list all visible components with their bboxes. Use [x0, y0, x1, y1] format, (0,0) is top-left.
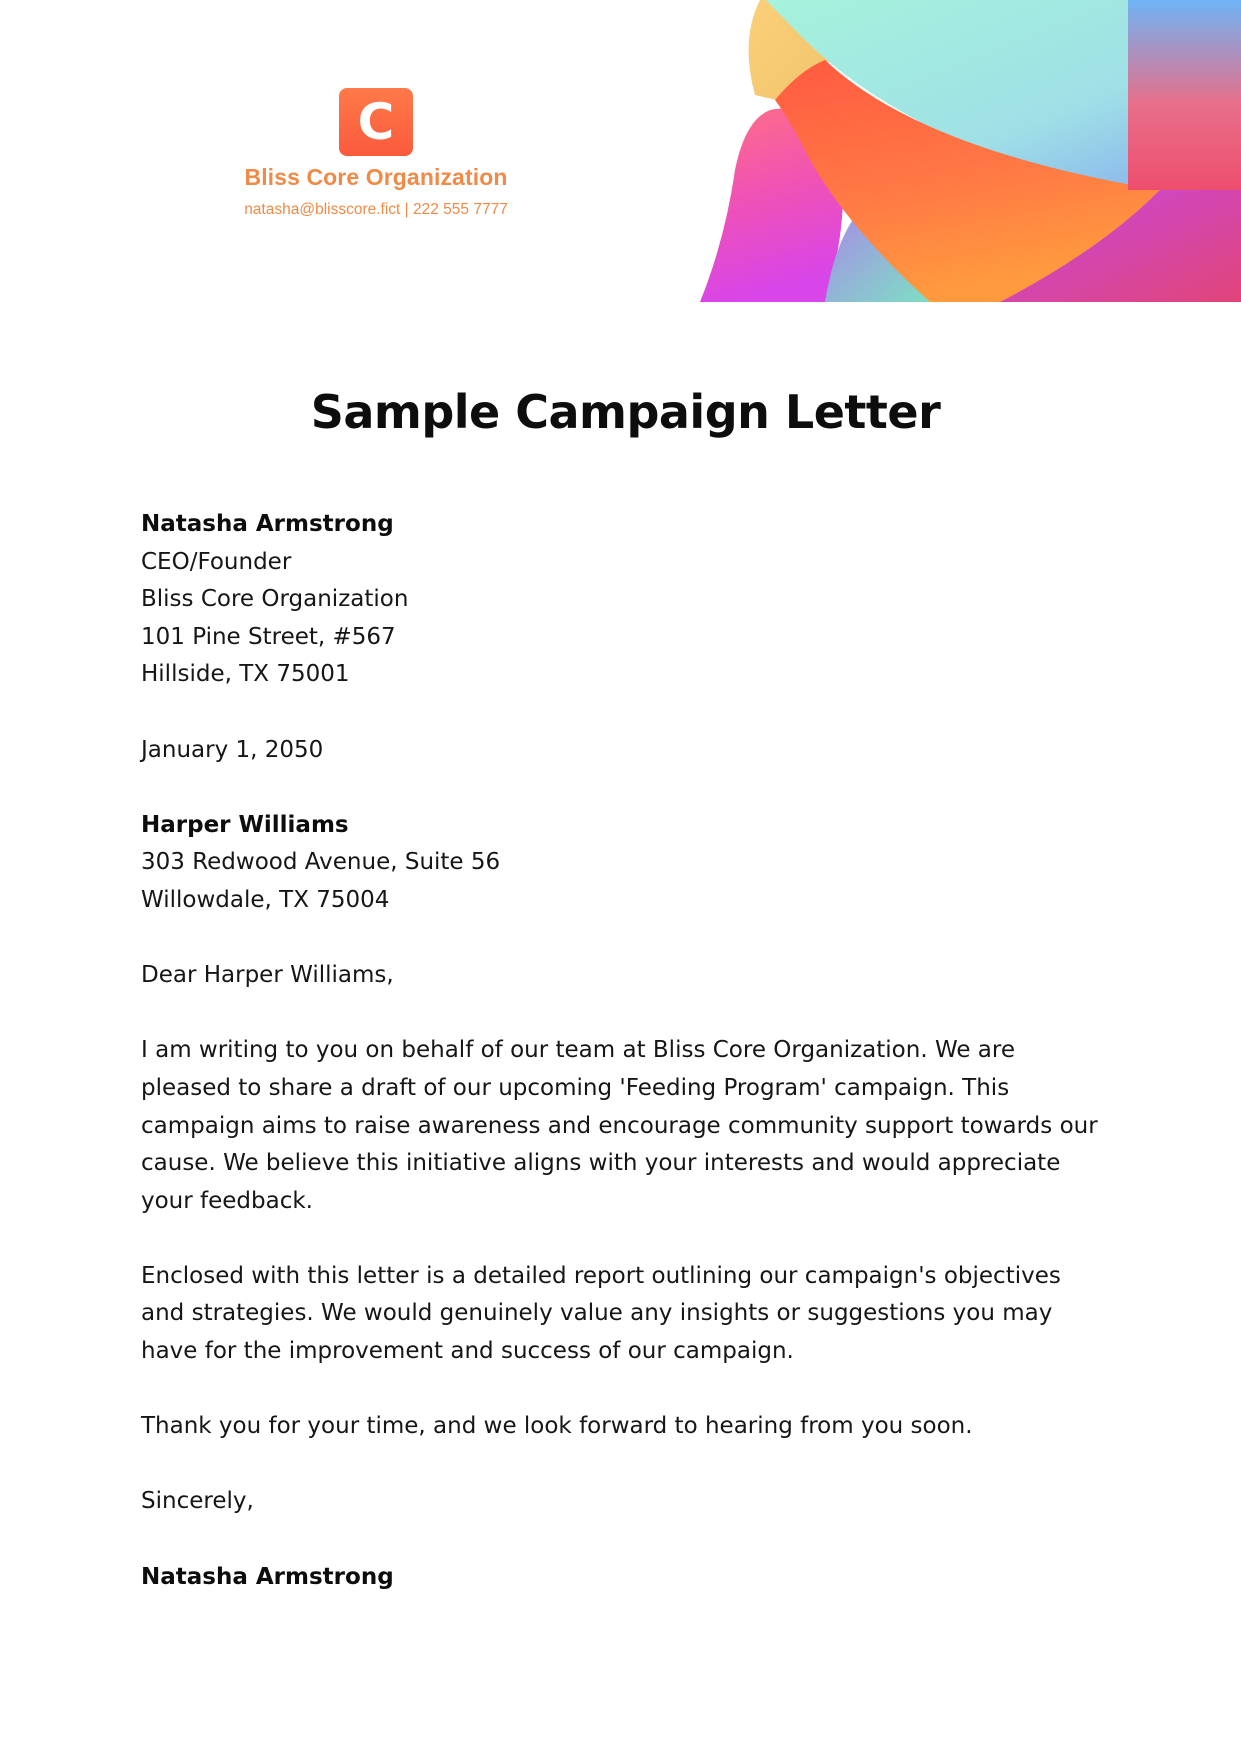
- body-paragraph-1: I am writing to you on behalf of our team at Bliss Core Organization. We are pleased to share a draft of our upcoming 'Feeding Program' campaign. This campaign aims to raise awareness and encourage community support towards our cause. We believe this initiative aligns with your interests and would appreciate your feedback.: [141, 1037, 1098, 1214]
- organization-contact: natasha@blisscore.fict | 222 555 7777: [244, 201, 508, 218]
- spacer: [141, 1220, 1101, 1258]
- sender-position: CEO/Founder: [141, 548, 292, 575]
- organization-name: Bliss Core Organization: [244, 164, 508, 190]
- document-title: Sample Campaign Letter: [310, 385, 941, 439]
- sender-name: Natasha Armstrong: [141, 511, 394, 537]
- spacer: [141, 694, 1101, 732]
- organization-header: [226, 88, 526, 219]
- recipient-name: Harper Williams: [141, 811, 349, 838]
- closing: Sincerely,: [141, 1488, 254, 1515]
- body-paragraph-3: Thank you for your time, and we look forward to hearing from you soon.: [141, 1413, 973, 1440]
- salutation: Dear Harper Williams,: [141, 962, 394, 989]
- spacer: [141, 920, 1101, 958]
- organization-logo: [339, 88, 413, 156]
- recipient-street: 303 Redwood Avenue, Suite 56: [141, 849, 501, 876]
- sender-street: 101 Pine Street, #567: [141, 623, 396, 650]
- spacer: [141, 995, 1101, 1033]
- sender-organization: Bliss Core Organization: [141, 586, 409, 613]
- decorative-gradient-art: [700, 0, 1241, 302]
- body-paragraph-2: Enclosed with this letter is a detailed report outlining our campaign's objectives and strategies. We would genuinely value any insights or suggestions you may have for the improvement and success of our campaign.: [141, 1262, 1061, 1365]
- spacer: [141, 1371, 1101, 1409]
- spacer: [141, 1446, 1101, 1484]
- signature-name: Natasha Armstrong: [141, 1563, 394, 1590]
- letter-body: [141, 506, 1101, 1596]
- letter-date: January 1, 2050: [141, 736, 324, 763]
- spacer: [141, 769, 1101, 807]
- spacer: [141, 1521, 1101, 1559]
- logo-letter: C: [357, 93, 395, 151]
- recipient-city: Willowdale, TX 75004: [141, 886, 390, 913]
- sender-city: Hillside, TX 75001: [141, 661, 350, 688]
